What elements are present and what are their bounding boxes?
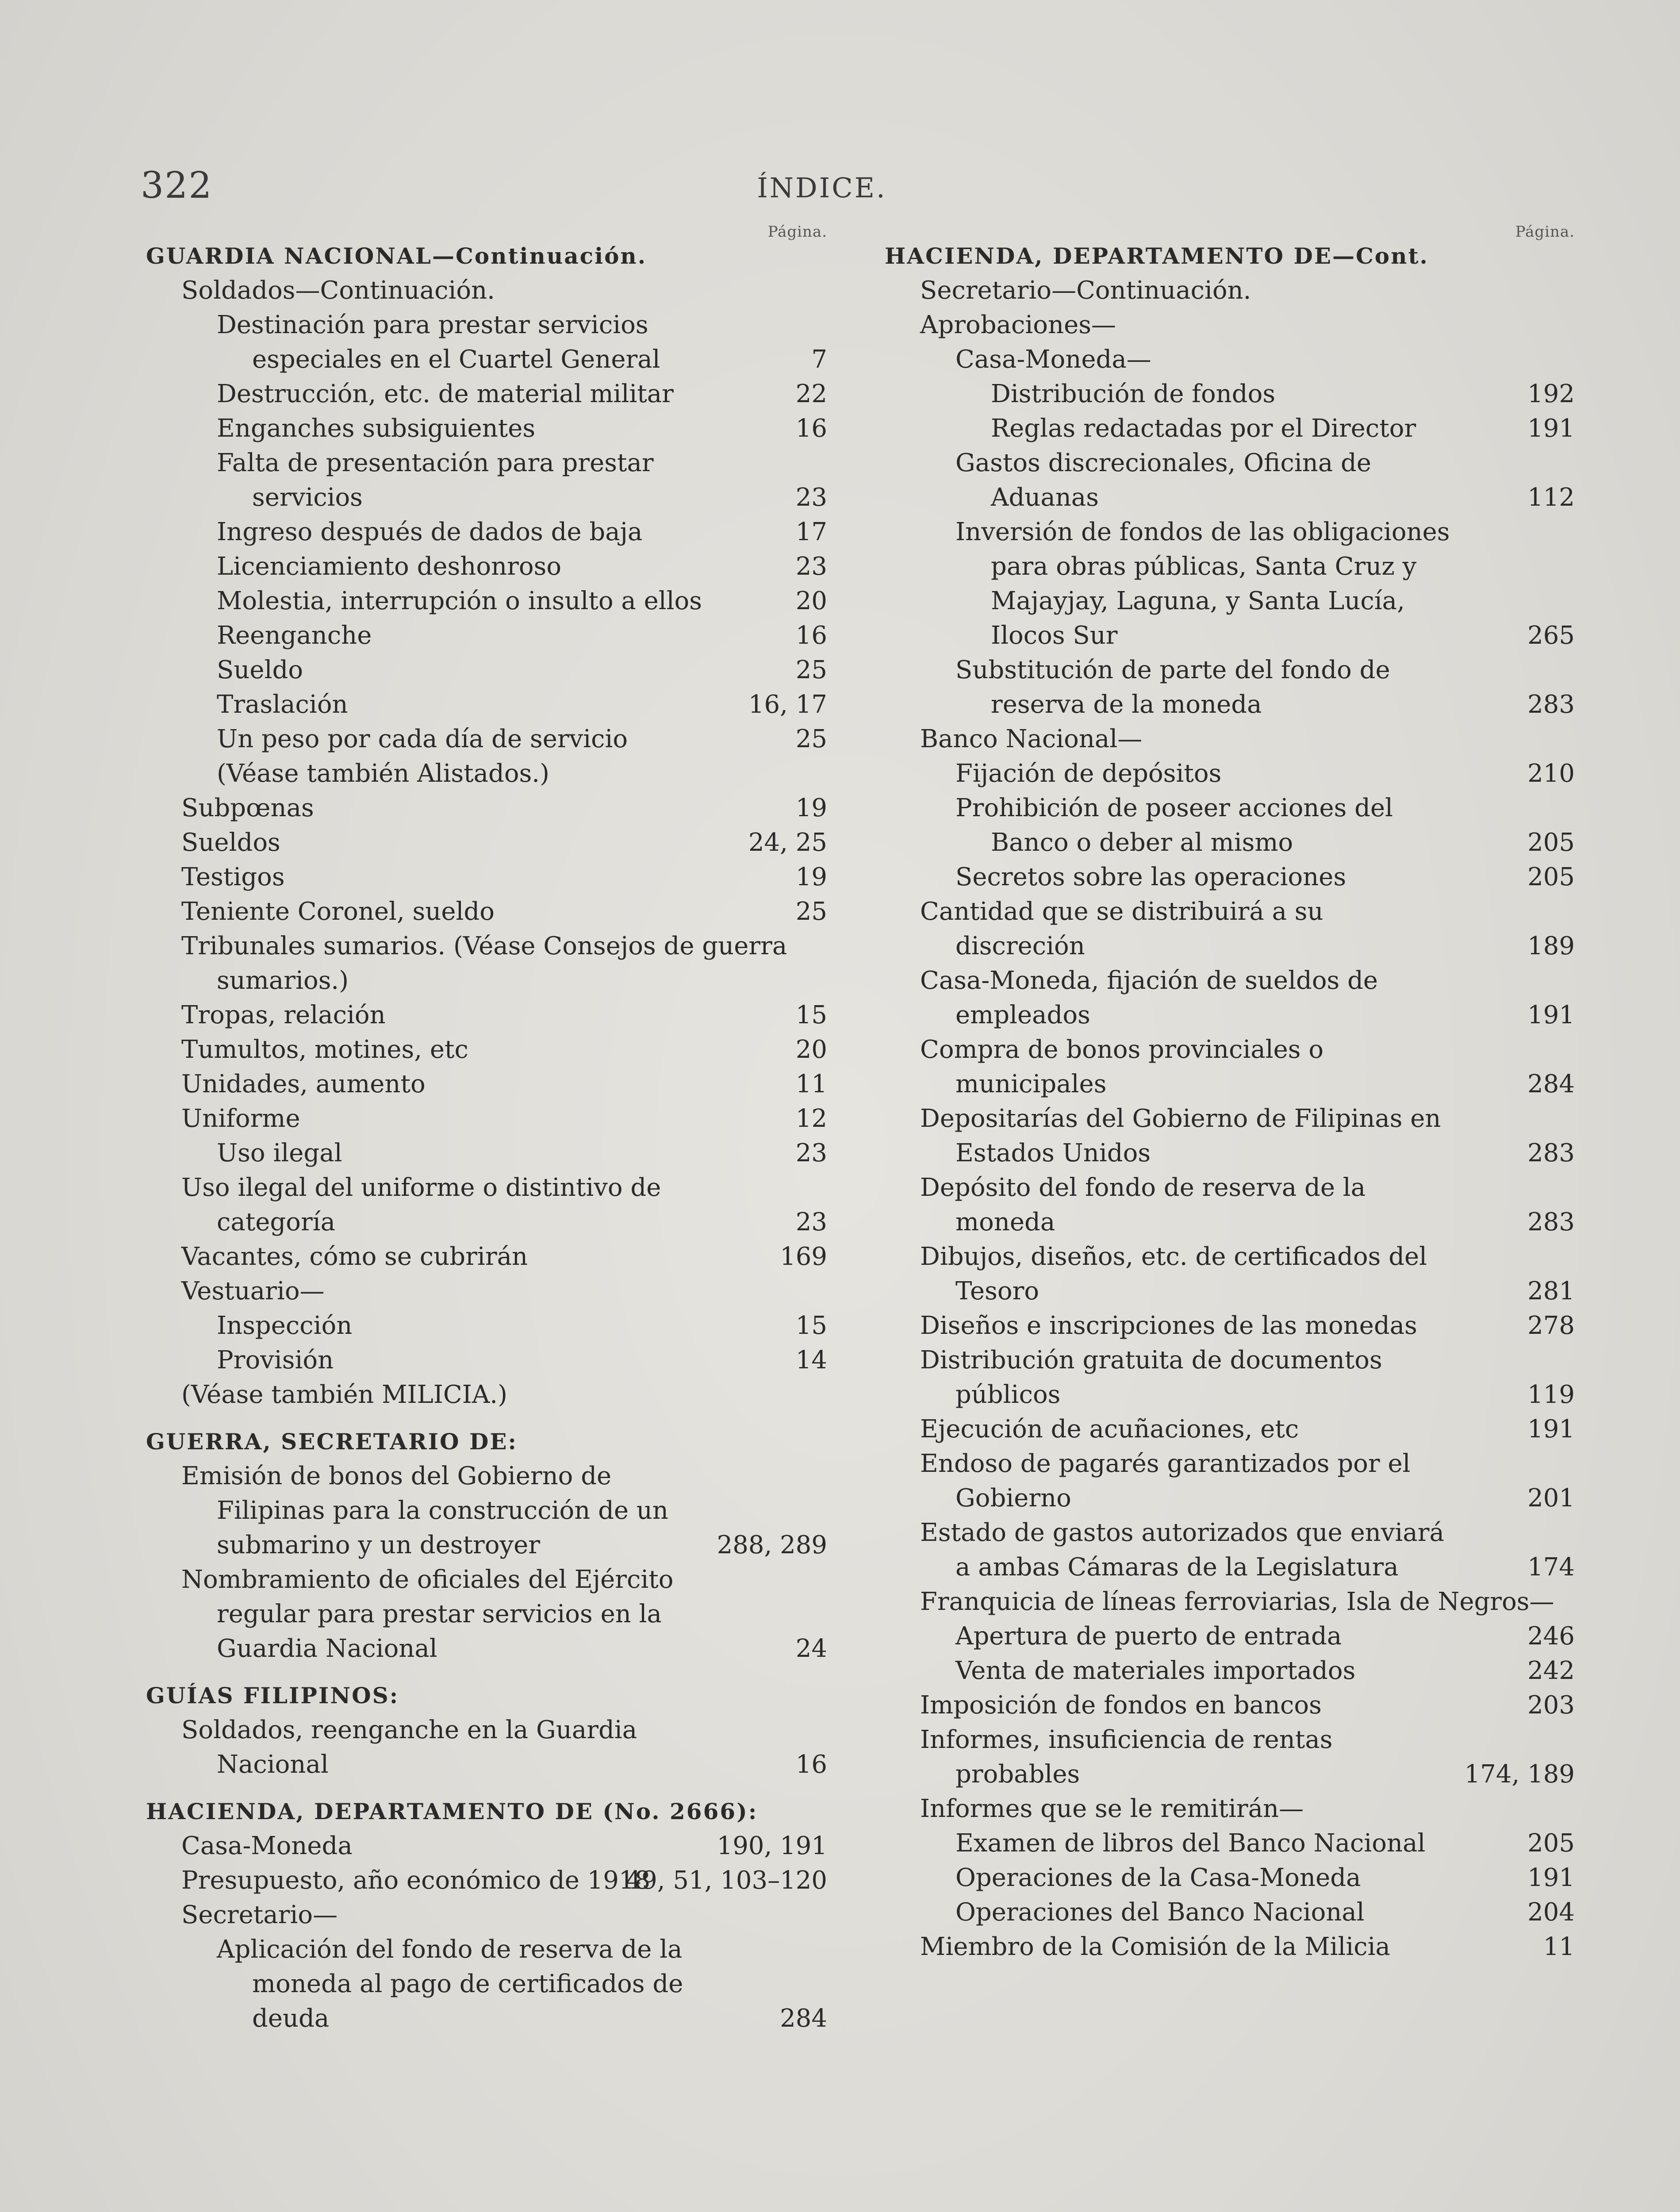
entry-text: GUERRA, SECRETARIO DE:: [146, 1429, 518, 1455]
index-entry: [955, 860, 1575, 895]
page-reference: 11: [795, 1070, 827, 1098]
pagina-label-left: Página.: [767, 223, 827, 241]
index-entry: [920, 1033, 1575, 1102]
page-reference: 15: [795, 1001, 827, 1029]
page-reference: 205: [1527, 863, 1575, 891]
entry-text: Dibujos, diseños, etc. de certificados del Tesoro: [920, 1242, 1427, 1306]
index-heading: [146, 1425, 827, 1459]
entry-text: Secretario—: [181, 1901, 338, 1929]
entry-text: Apertura de puerto de entrada: [955, 1622, 1342, 1651]
index-entry: [991, 411, 1575, 446]
index-entry: [181, 929, 827, 998]
entry-text: Destrucción, etc. de material militar: [217, 380, 674, 408]
page-reference: 15: [795, 1311, 827, 1340]
index-entry: [217, 687, 827, 722]
index-entry: [920, 1412, 1575, 1447]
index-entry: [955, 757, 1575, 791]
page-reference: 189: [1527, 932, 1575, 960]
index-entry: [955, 791, 1575, 860]
index-entry: [920, 1447, 1575, 1516]
entry-text: Depósito del fondo de reserva de la moneda: [920, 1173, 1366, 1237]
page-reference: 192: [1527, 380, 1575, 408]
entry-text: Informes que se le remitirán—: [920, 1794, 1304, 1823]
entry-text: Nombramiento de oficiales del Ejército regular para prestar servicios en la Guardia Nacional: [181, 1565, 674, 1663]
page-reference: 112: [1527, 483, 1575, 512]
index-entry: [955, 1826, 1575, 1861]
page-reference: 283: [1527, 690, 1575, 719]
entry-text: Vacantes, cómo se cubrirán: [181, 1242, 528, 1271]
entry-text: Operaciones de la Casa-Moneda: [955, 1863, 1361, 1892]
entry-text: Provisión: [217, 1346, 334, 1375]
page-reference: 205: [1527, 828, 1575, 857]
entry-text: Cantidad que se distribuirá a su discreción: [920, 897, 1323, 960]
page-reference: 190, 191: [717, 1832, 827, 1860]
index-entry: [181, 1898, 827, 1932]
entry-text: Banco Nacional—: [920, 725, 1143, 753]
page-reference: 23: [795, 483, 827, 512]
page-reference: 288, 289: [717, 1531, 827, 1559]
index-entry: [217, 1309, 827, 1343]
entry-text: Venta de materiales importados: [955, 1656, 1356, 1685]
page-reference: 16, 17: [748, 690, 827, 719]
page-reference: 16: [795, 621, 827, 650]
page-reference: 17: [795, 518, 827, 546]
entry-text: Ejecución de acuñaciones, etc: [920, 1415, 1299, 1444]
index-entry: [181, 895, 827, 929]
index-entry: [181, 1713, 827, 1782]
page-reference: 203: [1527, 1691, 1575, 1720]
page-reference: 191: [1527, 1415, 1575, 1444]
index-entry: [920, 1930, 1575, 1964]
page-reference: 191: [1527, 1863, 1575, 1892]
entry-text: Destinación para prestar servicios especiales en el Cuartel General: [217, 311, 660, 374]
page-reference: 23: [795, 552, 827, 581]
page-reference: 19: [795, 794, 827, 822]
entry-text: Molestia, interrupción o insulto a ellos: [217, 587, 702, 615]
index-entry: [955, 342, 1575, 377]
page-reference: 23: [795, 1208, 827, 1237]
entry-text: Imposición de fondos en bancos: [920, 1691, 1322, 1720]
entry-text: Tribunales sumarios. (Véase Consejos de guerra sumarios.): [181, 932, 787, 995]
entry-text: Ingreso después de dados de baja: [217, 518, 643, 546]
index-entry: [217, 515, 827, 549]
page-reference: 19: [795, 863, 827, 891]
page-reference: 283: [1527, 1139, 1575, 1167]
index-entry: [217, 1932, 827, 2036]
page-reference: 11: [1543, 1932, 1575, 1961]
index-entry: [181, 1829, 827, 1863]
page-number: 322: [141, 165, 213, 207]
page-reference: 12: [795, 1104, 827, 1133]
entry-text: HACIENDA, DEPARTAMENTO DE (No. 2666):: [146, 1798, 758, 1824]
entry-text: Vestuario—: [181, 1277, 325, 1306]
index-entry: [920, 895, 1575, 964]
page-reference: 210: [1527, 759, 1575, 788]
index-entry: [217, 549, 827, 584]
page-reference: 201: [1527, 1484, 1575, 1513]
index-entry: [217, 757, 827, 791]
entry-text: Sueldos: [181, 828, 280, 857]
page-reference: 191: [1527, 1001, 1575, 1029]
entry-text: Sueldo: [217, 656, 303, 684]
page-reference: 281: [1527, 1277, 1575, 1306]
entry-text: HACIENDA, DEPARTAMENTO DE—Cont.: [885, 243, 1429, 269]
index-entry: [920, 1585, 1575, 1619]
index-entry: [217, 722, 827, 757]
index-entry: [955, 515, 1575, 653]
index-entry: [181, 273, 827, 308]
entry-text: Franquicia de líneas ferroviarias, Isla de Negros—: [920, 1587, 1554, 1616]
index-entry: [217, 1136, 827, 1171]
entry-text: Aplicación del fondo de reserva de la moneda al pago de certificados de deuda: [217, 1935, 683, 2033]
entry-text: Casa-Moneda, fijación de sueldos de empleados: [920, 966, 1378, 1029]
page-reference: 284: [780, 2004, 827, 2033]
index-entry: [181, 1459, 827, 1563]
page-reference: 20: [795, 587, 827, 615]
index-entry: [920, 1343, 1575, 1412]
page-reference: 49, 51, 103–120: [625, 1866, 827, 1895]
page-reference: 174: [1527, 1553, 1575, 1582]
index-heading: [146, 1794, 827, 1829]
index-entry: [920, 273, 1575, 308]
page-reference: 169: [780, 1242, 827, 1271]
index-entry: [181, 1102, 827, 1136]
entry-text: Tumultos, motines, etc: [181, 1035, 468, 1064]
index-entry: [217, 653, 827, 687]
entry-text: Presupuesto, año económico de 1918: [181, 1866, 651, 1895]
index-entry: [920, 1516, 1575, 1585]
entry-text: Falta de presentación para prestar servicios: [217, 449, 654, 512]
index-entry: [955, 1619, 1575, 1654]
index-entry: [181, 1563, 827, 1666]
page-reference: 278: [1527, 1311, 1575, 1340]
index-heading: [885, 239, 1575, 273]
index-entry: [181, 1863, 827, 1898]
entry-text: Secretos sobre las operaciones: [955, 863, 1346, 891]
entry-text: Fijación de depósitos: [955, 759, 1222, 788]
entry-text: (Véase también Alistados.): [217, 759, 549, 788]
entry-text: Soldados—Continuación.: [181, 276, 495, 305]
entry-text: Casa-Moneda: [181, 1832, 353, 1860]
index-entry: [920, 1792, 1575, 1826]
page-reference: 20: [795, 1035, 827, 1064]
page-reference: 25: [795, 725, 827, 753]
entry-text: Soldados, reenganche en la Guardia Nacional: [181, 1716, 637, 1779]
page-header: [141, 165, 1503, 209]
entry-text: Uso ilegal: [217, 1139, 342, 1167]
entry-text: Informes, insuficiencia de rentas probables: [920, 1725, 1333, 1789]
index-entry: [920, 1688, 1575, 1723]
index-entry: [920, 1102, 1575, 1171]
page-reference: 25: [795, 897, 827, 926]
page-reference: 14: [795, 1346, 827, 1375]
entry-text: Compra de bonos provinciales o municipales: [920, 1035, 1324, 1098]
index-entry: [181, 1067, 827, 1102]
entry-text: Uso ilegal del uniforme o distintivo de categoría: [181, 1173, 661, 1237]
index-entry: [217, 584, 827, 618]
entry-text: (Véase también MILICIA.): [181, 1380, 507, 1409]
index-entry: [181, 1378, 827, 1412]
index-entry: [955, 653, 1575, 722]
entry-text: Prohibición de poseer acciones del Banco o deber al mismo: [955, 794, 1393, 857]
entry-text: Testigos: [181, 863, 285, 891]
page-reference: 204: [1527, 1898, 1575, 1927]
page-reference: 22: [795, 380, 827, 408]
entry-text: Traslación: [217, 690, 348, 719]
index-entry: [181, 791, 827, 826]
index-entry: [217, 446, 827, 515]
entry-text: Licenciamiento deshonroso: [217, 552, 562, 581]
index-entry: [920, 1240, 1575, 1309]
page-reference: 16: [795, 1750, 827, 1779]
entry-text: Depositarías del Gobierno de Filipinas en Estados Unidos: [920, 1104, 1441, 1167]
index-entry: [181, 998, 827, 1033]
page-reference: 284: [1527, 1070, 1575, 1098]
entry-text: Examen de libros del Banco Nacional: [955, 1829, 1426, 1858]
index-column-right: [885, 223, 1575, 1964]
page-reference: 119: [1527, 1380, 1575, 1409]
index-heading: [146, 239, 827, 273]
page-reference: 242: [1527, 1656, 1575, 1685]
index-entry: [920, 1171, 1575, 1240]
index-entry: [920, 964, 1575, 1033]
entry-text: Subpœnas: [181, 794, 314, 822]
index-entry: [181, 1240, 827, 1274]
entry-text: Reglas redactadas por el Director: [991, 414, 1416, 443]
entry-text: Teniente Coronel, sueldo: [181, 897, 495, 926]
entry-text: GUARDIA NACIONAL—Continuación.: [146, 243, 647, 269]
page-reference: 191: [1527, 414, 1575, 443]
page-reference: 174, 189: [1464, 1760, 1575, 1789]
index-entry: [217, 411, 827, 446]
entry-text: Unidades, aumento: [181, 1070, 426, 1098]
index-entry: [217, 1343, 827, 1378]
entry-text: Uniforme: [181, 1104, 300, 1133]
index-heading: [146, 1678, 827, 1713]
page-reference: 24: [795, 1634, 827, 1663]
entry-text: Tropas, relación: [181, 1001, 386, 1029]
index-entry: [181, 1171, 827, 1240]
index-entry: [955, 1861, 1575, 1895]
page-reference: 265: [1527, 621, 1575, 650]
index-column-left: [146, 223, 827, 2036]
index-entry: [217, 377, 827, 411]
index-entry: [955, 1654, 1575, 1688]
entry-text: Inspección: [217, 1311, 353, 1340]
running-title: ÍNDICE.: [757, 172, 887, 204]
index-entry: [181, 826, 827, 860]
index-entry: [181, 860, 827, 895]
entry-text: Distribución gratuita de documentos públicos: [920, 1346, 1382, 1409]
entry-text: Gastos discrecionales, Oficina de Aduanas: [955, 449, 1371, 512]
entry-text: Diseños e inscripciones de las monedas: [920, 1311, 1417, 1340]
page-reference: 23: [795, 1139, 827, 1167]
index-entry: [920, 308, 1575, 342]
entry-text: Operaciones del Banco Nacional: [955, 1898, 1365, 1927]
entry-text: Estado de gastos autorizados que enviará a ambas Cámaras de la Legislatura: [920, 1518, 1444, 1582]
index-entry: [920, 722, 1575, 757]
entry-text: Secretario—Continuación.: [920, 276, 1251, 305]
entry-text: Emisión de bonos del Gobierno de Filipinas para la construcción de un submarino y un destroyer: [181, 1462, 668, 1559]
index-entry: [991, 377, 1575, 411]
index-entry: [217, 308, 827, 377]
index-entry: [955, 1895, 1575, 1930]
page-reference: 7: [811, 345, 827, 374]
page-reference: 246: [1527, 1622, 1575, 1651]
page-reference: 283: [1527, 1208, 1575, 1237]
index-entry: [955, 446, 1575, 515]
page-reference: 25: [795, 656, 827, 684]
entry-text: Miembro de la Comisión de la Milicia: [920, 1932, 1390, 1961]
index-entry: [217, 618, 827, 653]
entry-text: GUÍAS FILIPINOS:: [146, 1682, 399, 1709]
pagina-label-right: Página.: [1515, 223, 1575, 241]
page-reference: 16: [795, 414, 827, 443]
index-entry: [920, 1723, 1575, 1792]
entry-text: Aprobaciones—: [920, 311, 1116, 339]
entry-text: Endoso de pagarés garantizados por el Gobierno: [920, 1449, 1411, 1513]
entry-text: Distribución de fondos: [991, 380, 1276, 408]
entry-text: Un peso por cada día de servicio: [217, 725, 628, 753]
entry-text: Casa-Moneda—: [955, 345, 1151, 374]
index-entry: [181, 1033, 827, 1067]
entry-text: Reenganche: [217, 621, 372, 650]
entry-text: Substitución de parte del fondo de reserva de la moneda: [955, 656, 1390, 719]
page-reference: 24, 25: [748, 828, 827, 857]
entry-text: Enganches subsiguientes: [217, 414, 536, 443]
index-entry: [920, 1309, 1575, 1343]
page-reference: 205: [1527, 1829, 1575, 1858]
index-entry: [181, 1274, 827, 1309]
entry-text: Inversión de fondos de las obligaciones para obras públicas, Santa Cruz y Majayjay, Laguna, y Santa Lucía, Ilocos Sur: [955, 518, 1450, 650]
